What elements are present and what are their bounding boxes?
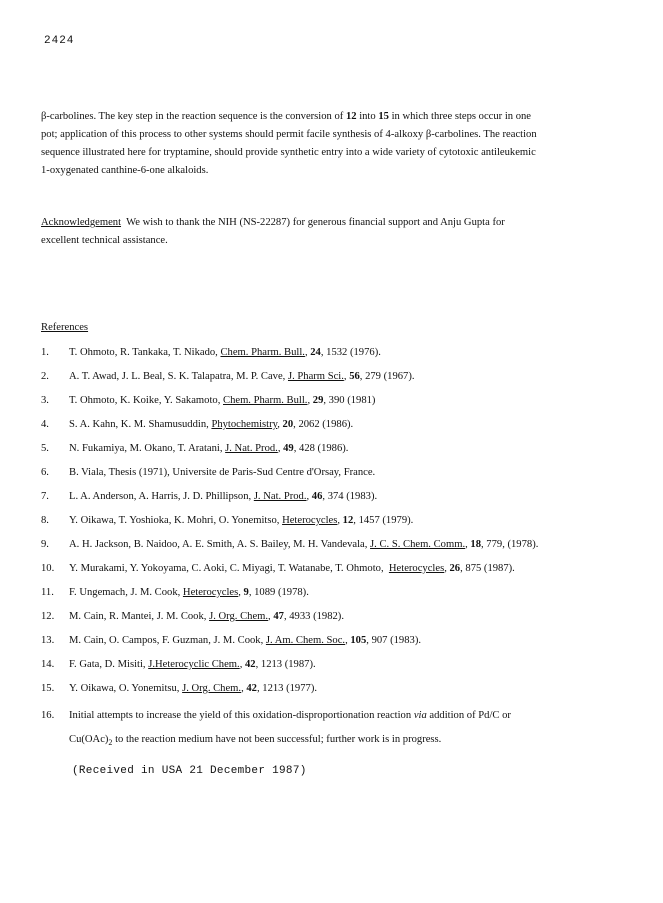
reference-pages-year: , 1213 (1987).	[255, 659, 316, 670]
reference-journal: J. Org. Chem.	[209, 611, 269, 622]
intro-line: 1-oxygenated canthine-6-one alkaloids.	[41, 165, 209, 176]
reference-pages-year: , 374 (1983).	[322, 491, 378, 502]
reference-number: 11.	[41, 587, 54, 598]
intro-text: β-carbolines. The key step in the reaction sequence is the conversion of	[41, 111, 346, 122]
reference-number: 7.	[41, 491, 49, 502]
reference-volume: 9	[243, 587, 249, 598]
reference-text	[69, 677, 629, 701]
reference-separator: ,	[465, 539, 471, 550]
reference-subscript: 2	[108, 738, 113, 748]
acknowledgement-line	[41, 214, 629, 232]
reference-volume: 20	[282, 419, 294, 430]
reference-number: 4.	[41, 419, 49, 430]
reference-volume: 49	[283, 443, 294, 454]
reference-volume: 12	[342, 515, 354, 526]
reference-separator: ,	[343, 371, 350, 382]
reference-number: 15.	[41, 683, 55, 694]
reference-separator: ,	[241, 683, 247, 694]
reference-pages-year: , 4933 (1982).	[283, 611, 344, 622]
reference-authors: T. Ohmoto, K. Koike, Y. Sakamoto,	[69, 395, 223, 406]
reference-journal: Heterocycles	[182, 587, 239, 598]
reference-volume: 46	[311, 491, 323, 502]
reference-volume: 42	[245, 659, 256, 670]
reference-text	[69, 605, 629, 629]
reference-text	[69, 704, 629, 755]
reference-separator: ,	[268, 611, 274, 622]
reference-journal: Phytochemistry	[211, 419, 278, 430]
reference-separator: ,	[306, 491, 312, 502]
reference-number: 6.	[41, 467, 49, 478]
reference-authors: F. Ungemach, J. M. Cook,	[69, 587, 183, 598]
reference-authors: T. Ohmoto, R. Tankaka, T. Nikado,	[69, 347, 221, 358]
reference-pages-year: , 1457 (1979).	[353, 515, 414, 526]
reference-number: 14.	[41, 659, 55, 670]
reference-authors: L. A. Anderson, A. Harris, J. D. Phillipson,	[69, 491, 254, 502]
reference-authors: F. Gata, D. Misiti,	[69, 659, 149, 670]
reference-pages-year: , 1089 (1978).	[248, 587, 309, 598]
reference-journal: J. C. S. Chem. Comm.	[370, 539, 466, 550]
reference-journal: Chem. Pharm. Bull.	[223, 395, 308, 406]
reference-journal: J.Heterocyclic Chem.	[148, 659, 240, 670]
acknowledgement-heading: Acknowledgement	[41, 217, 122, 228]
page-number: 2424	[44, 35, 75, 47]
reference-number: 12.	[41, 611, 55, 622]
reference-separator: ,	[238, 587, 244, 598]
reference-separator: ,	[277, 419, 283, 430]
reference-separator: ,	[304, 347, 311, 358]
reference-number: 8.	[41, 515, 49, 526]
reference-separator: ,	[277, 443, 284, 454]
reference-text	[69, 365, 629, 389]
reference-authors: Y. Oikawa, O. Yonemitsu,	[69, 683, 183, 694]
reference-authors: Y. Oikawa, T. Yoshioka, K. Mohri, O. Yonemitso,	[69, 515, 283, 526]
reference-text	[69, 389, 629, 413]
reference-number: 16.	[41, 710, 55, 721]
reference-authors: S. A. Kahn, K. M. Shamusuddin,	[69, 419, 212, 430]
reference-number: 9.	[41, 539, 49, 550]
reference-number: 13.	[41, 635, 55, 646]
reference-text-part: addition of Pd/C or	[426, 710, 511, 721]
reference-volume: 24	[310, 347, 321, 358]
reference-journal: Heterocycles	[282, 515, 338, 526]
references-heading: References	[41, 322, 89, 333]
reference-authors: N. Fukamiya, M. Okano, T. Aratani,	[69, 443, 226, 454]
reference-journal: Chem. Pharm. Bull.	[220, 347, 305, 358]
reference-pages-year: , 875 (1987).	[460, 563, 515, 574]
reference-text	[69, 581, 629, 605]
reference-text	[69, 509, 629, 533]
reference-number: 10.	[41, 563, 55, 574]
reference-volume: 47	[273, 611, 284, 622]
compound-number: 15	[378, 111, 389, 122]
reference-volume: 105	[350, 635, 367, 646]
reference-authors: M. Cain, O. Campos, F. Guzman, J. M. Cook,	[69, 635, 266, 646]
reference-pages-year: , 907 (1983).	[366, 635, 421, 646]
reference-journal: J. Nat. Prod.	[225, 443, 278, 454]
reference-separator: ,	[345, 635, 351, 646]
intro-line	[41, 108, 629, 126]
reference-journal: J. Nat. Prod.	[253, 491, 307, 502]
reference-pages-year: , 390 (1981)	[323, 395, 376, 406]
reference-italic: via	[413, 710, 427, 721]
reference-volume: 26	[449, 563, 461, 574]
reference-separator: ,	[239, 659, 245, 670]
reference-number: 5.	[41, 443, 49, 454]
reference-number: 3.	[41, 395, 49, 406]
reference-authors: Y. Murakami, Y. Yokoyama, C. Aoki, C. Miyagi, T. Watanabe, T. Ohmoto,	[69, 563, 389, 574]
reference-authors: B. Viala, Thesis (1971), Universite de Paris-Sud Centre d'Orsay, France.	[69, 467, 376, 478]
reference-text	[69, 533, 629, 557]
reference-pages-year: , 2062 (1986).	[293, 419, 354, 430]
reference-text	[69, 461, 629, 485]
intro-line: sequence illustrated here for tryptamine, should provide synthetic entry into a wide variety of cytotoxic antileukemic	[41, 147, 536, 158]
acknowledgement-paragraph	[41, 214, 629, 250]
reference-journal: J. Pharm Sci.	[287, 371, 344, 382]
reference-pages-year: , 279 (1967).	[359, 371, 415, 382]
reference-pages-year: , 428 (1986).	[293, 443, 349, 454]
reference-separator: ,	[444, 563, 450, 574]
reference-authors: M. Cain, R. Mantei, J. M. Cook,	[69, 611, 210, 622]
reference-pages-year: , 1532 (1976).	[320, 347, 381, 358]
reference-text	[69, 629, 629, 653]
reference-journal: Heterocycles	[388, 563, 445, 574]
reference-volume: 29	[312, 395, 324, 406]
reference-separator: ,	[337, 515, 343, 526]
reference-journal: J. Am. Chem. Soc.	[265, 635, 346, 646]
reference-text	[69, 653, 629, 677]
intro-paragraph	[41, 108, 629, 180]
reference-authors: A. H. Jackson, B. Naidoo, A. E. Smith, A. S. Bailey, M. H. Vandevala,	[69, 539, 371, 550]
intro-text: into	[356, 111, 379, 122]
reference-journal: J. Org. Chem.	[182, 683, 242, 694]
reference-text	[69, 413, 629, 437]
reference-text-part: Cu(OAc)	[69, 734, 109, 745]
reference-volume: 18	[470, 539, 481, 550]
reference-text	[69, 557, 629, 581]
reference-text	[69, 341, 629, 365]
reference-text-part: Initial attempts to increase the yield of this oxidation-disproportionation reaction	[69, 710, 414, 721]
intro-line: pot; application of this process to other systems should permit facile synthesis of 4-alkoxy β-carbolines. The reaction	[41, 129, 537, 140]
reference-number: 2.	[41, 371, 49, 382]
reference-separator: ,	[307, 395, 313, 406]
received-date: (Received in USA 21 December 1987)	[72, 765, 307, 777]
reference-number: 1.	[41, 347, 49, 358]
reference-volume: 56	[349, 371, 360, 382]
acknowledgement-text: We wish to thank the NIH (NS-22287) for generous financial support and Anju Gupta for	[121, 217, 505, 228]
compound-number: 12	[345, 111, 357, 122]
reference-authors: A. T. Awad, J. L. Beal, S. K. Talapatra, M. P. Cave,	[69, 371, 288, 382]
intro-text: in which three steps occur in one	[388, 111, 532, 122]
reference-text	[69, 485, 629, 509]
reference-pages-year: , 1213 (1977).	[256, 683, 317, 694]
reference-text-part: to the reaction medium have not been successful; further work is in progress.	[112, 734, 442, 745]
reference-pages-year: , 779, (1978).	[481, 539, 539, 550]
reference-text	[69, 437, 629, 461]
acknowledgement-line: excellent technical assistance.	[41, 235, 168, 246]
reference-volume: 42	[246, 683, 257, 694]
